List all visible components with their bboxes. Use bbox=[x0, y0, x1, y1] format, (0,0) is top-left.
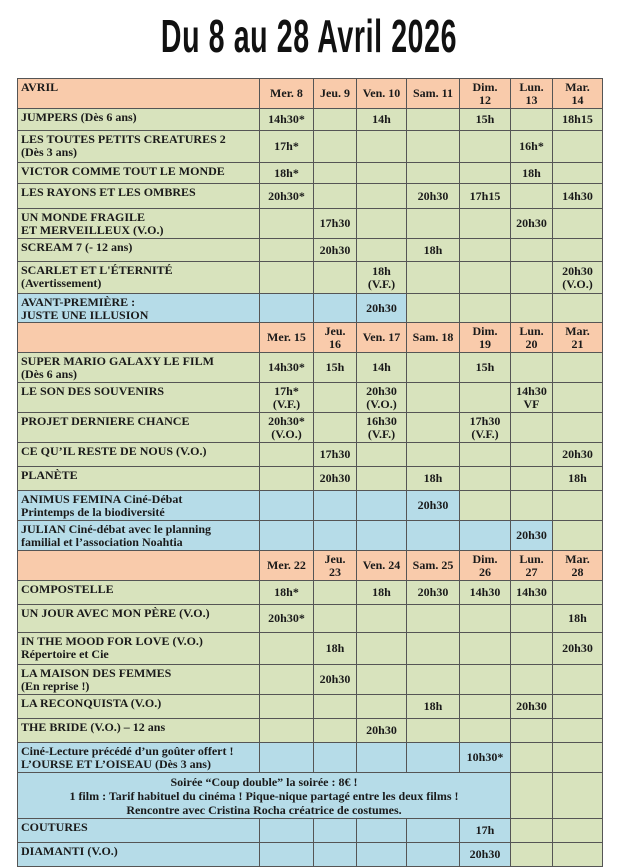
empty-cell bbox=[357, 443, 407, 467]
empty-cell bbox=[407, 521, 460, 551]
empty-cell bbox=[553, 131, 603, 163]
showtime: 18h bbox=[314, 633, 357, 665]
film-title: AVANT-PREMIÈRE : JUSTE UNE ILLUSION bbox=[18, 294, 260, 323]
film-title: LES RAYONS ET LES OMBRES bbox=[18, 184, 260, 209]
showtime: 20h30 bbox=[511, 209, 553, 239]
showtime: 17h30 (V.F.) bbox=[460, 413, 511, 443]
empty-cell bbox=[357, 633, 407, 665]
showtime: 14h30 bbox=[511, 581, 553, 605]
empty-cell bbox=[314, 695, 357, 719]
empty-cell bbox=[260, 665, 314, 695]
showtime: 14h30* bbox=[260, 353, 314, 383]
day-header: Dim. 19 bbox=[460, 323, 511, 353]
film-row bbox=[18, 719, 603, 743]
day-header: Mar. 28 bbox=[553, 551, 603, 581]
empty-cell bbox=[553, 353, 603, 383]
showtime: 20h30 bbox=[357, 294, 407, 323]
film-row bbox=[18, 695, 603, 719]
empty-cell bbox=[460, 467, 511, 491]
empty-cell bbox=[460, 633, 511, 665]
day-header: Mer. 22 bbox=[260, 551, 314, 581]
day-header: Ven. 17 bbox=[357, 323, 407, 353]
empty-cell bbox=[314, 294, 357, 323]
event-note-line: Soirée “Coup double” la soirée : 8€ ! bbox=[170, 774, 358, 789]
showtime: 17h* bbox=[260, 131, 314, 163]
empty-cell bbox=[553, 743, 603, 773]
film-row bbox=[18, 353, 603, 383]
empty-cell bbox=[407, 743, 460, 773]
showtime: 16h30 (V.F.) bbox=[357, 413, 407, 443]
empty-cell bbox=[357, 843, 407, 867]
event-note-line: Rencontre avec Cristina Rocha créatrice de costumes. bbox=[126, 802, 402, 817]
empty-cell bbox=[460, 491, 511, 521]
empty-cell bbox=[460, 163, 511, 184]
empty-cell bbox=[357, 209, 407, 239]
film-row bbox=[18, 819, 603, 843]
showtime: 20h30 bbox=[357, 719, 407, 743]
empty-cell bbox=[314, 163, 357, 184]
showtime: 16h* bbox=[511, 131, 553, 163]
empty-cell bbox=[357, 491, 407, 521]
empty-cell bbox=[357, 695, 407, 719]
empty-cell bbox=[260, 467, 314, 491]
showtime: 20h30 bbox=[511, 695, 553, 719]
empty-cell bbox=[260, 695, 314, 719]
showtime: 20h30 bbox=[511, 521, 553, 551]
showtime: 14h30 bbox=[460, 581, 511, 605]
empty-cell bbox=[407, 209, 460, 239]
film-row bbox=[18, 843, 603, 867]
empty-cell bbox=[314, 262, 357, 294]
empty-cell bbox=[511, 109, 553, 131]
empty-cell bbox=[460, 131, 511, 163]
empty-cell bbox=[260, 443, 314, 467]
day-header: Mar. 21 bbox=[553, 323, 603, 353]
film-title: SCREAM 7 (- 12 ans) bbox=[18, 239, 260, 262]
empty-cell bbox=[407, 665, 460, 695]
film-title: JULIAN Ciné-débat avec le planning familial et l’association Noahtia bbox=[18, 521, 260, 551]
empty-cell bbox=[511, 773, 553, 819]
empty-cell bbox=[260, 294, 314, 323]
empty-cell bbox=[511, 239, 553, 262]
day-header: Lun. 27 bbox=[511, 551, 553, 581]
empty-cell bbox=[511, 353, 553, 383]
film-title: LA MAISON DES FEMMES (En reprise !) bbox=[18, 665, 260, 695]
empty-cell bbox=[460, 383, 511, 413]
day-header: Mar. 14 bbox=[553, 79, 603, 109]
showtime: 18h* bbox=[260, 163, 314, 184]
empty-cell bbox=[314, 109, 357, 131]
film-row bbox=[18, 262, 603, 294]
showtime: 10h30* bbox=[460, 743, 511, 773]
film-title: UN JOUR AVEC MON PÈRE (V.O.) bbox=[18, 605, 260, 633]
empty-cell bbox=[407, 443, 460, 467]
day-header: Ven. 24 bbox=[357, 551, 407, 581]
empty-cell bbox=[553, 521, 603, 551]
empty-cell bbox=[407, 131, 460, 163]
film-title: SUPER MARIO GALAXY LE FILM (Dès 6 ans) bbox=[18, 353, 260, 383]
empty-cell bbox=[511, 719, 553, 743]
showtime: 15h bbox=[314, 353, 357, 383]
week-header-row bbox=[18, 323, 603, 353]
empty-cell bbox=[553, 383, 603, 413]
empty-cell bbox=[314, 743, 357, 773]
empty-cell bbox=[314, 491, 357, 521]
empty-cell bbox=[357, 743, 407, 773]
film-title: IN THE MOOD FOR LOVE (V.O.) Répertoire et Cie bbox=[18, 633, 260, 665]
empty-cell bbox=[407, 294, 460, 323]
empty-cell bbox=[407, 819, 460, 843]
empty-cell bbox=[553, 843, 603, 867]
showtime: 20h30 (V.O.) bbox=[357, 383, 407, 413]
film-row bbox=[18, 605, 603, 633]
film-title: DIAMANTI (V.O.) bbox=[18, 843, 260, 867]
week-header-row bbox=[18, 551, 603, 581]
film-title: JUMPERS (Dès 6 ans) bbox=[18, 109, 260, 131]
empty-cell bbox=[314, 581, 357, 605]
empty-cell bbox=[407, 262, 460, 294]
schedule-table bbox=[17, 78, 603, 867]
empty-cell bbox=[511, 443, 553, 467]
showtime: 18h (V.F.) bbox=[357, 262, 407, 294]
empty-cell bbox=[357, 665, 407, 695]
empty-cell bbox=[314, 819, 357, 843]
empty-cell bbox=[460, 443, 511, 467]
film-title: UN MONDE FRAGILE ET MERVEILLEUX (V.O.) bbox=[18, 209, 260, 239]
empty-cell bbox=[314, 131, 357, 163]
showtime: 17h30 bbox=[314, 443, 357, 467]
film-row bbox=[18, 443, 603, 467]
empty-cell bbox=[314, 843, 357, 867]
week-header-row bbox=[18, 79, 603, 109]
film-title: THE BRIDE (V.O.) – 12 ans bbox=[18, 719, 260, 743]
empty-cell bbox=[511, 491, 553, 521]
empty-cell bbox=[407, 109, 460, 131]
showtime: 14h30 bbox=[553, 184, 603, 209]
showtime: 20h30* bbox=[260, 605, 314, 633]
film-title: SCARLET ET L'ÉTERNITÉ (Avertissement) bbox=[18, 262, 260, 294]
showtime: 17h30 bbox=[314, 209, 357, 239]
empty-cell bbox=[260, 819, 314, 843]
day-header: Jeu. 23 bbox=[314, 551, 357, 581]
showtime: 20h30 bbox=[407, 491, 460, 521]
showtime: 20h30 bbox=[407, 581, 460, 605]
film-row bbox=[18, 239, 603, 262]
empty-cell bbox=[460, 262, 511, 294]
empty-cell bbox=[511, 184, 553, 209]
empty-cell bbox=[553, 163, 603, 184]
empty-cell bbox=[460, 605, 511, 633]
film-title: CE QU’IL RESTE DE NOUS (V.O.) bbox=[18, 443, 260, 467]
film-title: LA RECONQUISTA (V.O.) bbox=[18, 695, 260, 719]
film-row bbox=[18, 163, 603, 184]
film-title: COUTURES bbox=[18, 819, 260, 843]
empty-cell bbox=[314, 383, 357, 413]
showtime: 18h bbox=[553, 467, 603, 491]
film-row bbox=[18, 184, 603, 209]
showtime: 18h bbox=[407, 239, 460, 262]
empty-cell bbox=[314, 605, 357, 633]
empty-cell bbox=[314, 184, 357, 209]
empty-cell bbox=[511, 467, 553, 491]
empty-cell bbox=[511, 633, 553, 665]
film-title: COMPOSTELLE bbox=[18, 581, 260, 605]
page-title: Du 8 au 28 Avril 2026 bbox=[160, 10, 458, 62]
showtime: 20h30 bbox=[314, 665, 357, 695]
empty-cell bbox=[260, 262, 314, 294]
empty-cell bbox=[511, 294, 553, 323]
film-title: ANIMUS FEMINA Ciné-Débat Printemps de la biodiversité bbox=[18, 491, 260, 521]
empty-cell bbox=[553, 695, 603, 719]
showtime: 17h* (V.F.) bbox=[260, 383, 314, 413]
empty-cell bbox=[260, 491, 314, 521]
day-header: Mer. 8 bbox=[260, 79, 314, 109]
empty-cell bbox=[460, 695, 511, 719]
showtime: 20h30* bbox=[260, 184, 314, 209]
film-title: VICTOR COMME TOUT LE MONDE bbox=[18, 163, 260, 184]
empty-cell bbox=[407, 383, 460, 413]
showtime: 20h30 bbox=[553, 633, 603, 665]
empty-cell bbox=[407, 719, 460, 743]
film-row bbox=[18, 383, 603, 413]
day-header: Dim. 26 bbox=[460, 551, 511, 581]
empty-cell bbox=[460, 719, 511, 743]
empty-cell bbox=[357, 521, 407, 551]
empty-cell bbox=[511, 262, 553, 294]
showtime: 17h bbox=[460, 819, 511, 843]
empty-cell bbox=[553, 719, 603, 743]
empty-cell bbox=[314, 413, 357, 443]
empty-cell bbox=[553, 665, 603, 695]
showtime: 18h bbox=[407, 695, 460, 719]
empty-cell bbox=[357, 131, 407, 163]
film-title: LE SON DES SOUVENIRS bbox=[18, 383, 260, 413]
film-row bbox=[18, 633, 603, 665]
empty-cell bbox=[314, 521, 357, 551]
day-header: Sam. 18 bbox=[407, 323, 460, 353]
day-header: Dim. 12 bbox=[460, 79, 511, 109]
film-row bbox=[18, 209, 603, 239]
showtime: 20h30 bbox=[407, 184, 460, 209]
showtime: 14h bbox=[357, 353, 407, 383]
showtime: 20h30 bbox=[553, 443, 603, 467]
empty-cell bbox=[460, 239, 511, 262]
empty-cell bbox=[357, 819, 407, 843]
empty-cell bbox=[314, 719, 357, 743]
empty-cell bbox=[511, 819, 553, 843]
film-title: PROJET DERNIERE CHANCE bbox=[18, 413, 260, 443]
empty-cell bbox=[553, 819, 603, 843]
film-row bbox=[18, 581, 603, 605]
showtime: 20h30 bbox=[460, 843, 511, 867]
empty-cell bbox=[260, 743, 314, 773]
empty-cell bbox=[260, 521, 314, 551]
empty-cell bbox=[260, 633, 314, 665]
empty-cell bbox=[407, 163, 460, 184]
day-header: Lun. 13 bbox=[511, 79, 553, 109]
day-header: Mer. 15 bbox=[260, 323, 314, 353]
empty-cell bbox=[460, 209, 511, 239]
empty-cell bbox=[553, 239, 603, 262]
film-row bbox=[18, 294, 603, 323]
film-row bbox=[18, 491, 603, 521]
month-label: AVRIL bbox=[18, 79, 260, 109]
film-row bbox=[18, 413, 603, 443]
empty-cell bbox=[357, 184, 407, 209]
film-row bbox=[18, 521, 603, 551]
empty-cell bbox=[460, 521, 511, 551]
empty-cell bbox=[407, 413, 460, 443]
event-note-line: 1 film : Tarif habituel du cinéma ! Pique-nique partagé entre les deux films ! bbox=[69, 788, 459, 803]
empty-cell bbox=[357, 605, 407, 633]
showtime: 18h bbox=[553, 605, 603, 633]
showtime: 14h bbox=[357, 109, 407, 131]
empty-cell bbox=[511, 843, 553, 867]
showtime: 18h bbox=[511, 163, 553, 184]
day-header: Sam. 11 bbox=[407, 79, 460, 109]
film-row bbox=[18, 467, 603, 491]
empty-cell bbox=[553, 209, 603, 239]
event-note bbox=[18, 773, 511, 819]
film-row bbox=[18, 109, 603, 131]
showtime: 15h bbox=[460, 109, 511, 131]
day-header: Jeu. 9 bbox=[314, 79, 357, 109]
day-header: Ven. 10 bbox=[357, 79, 407, 109]
empty-cell bbox=[511, 605, 553, 633]
day-header: Lun. 20 bbox=[511, 323, 553, 353]
showtime: 20h30 bbox=[314, 239, 357, 262]
empty-cell bbox=[260, 719, 314, 743]
film-row bbox=[18, 665, 603, 695]
showtime: 18h bbox=[357, 581, 407, 605]
empty-cell bbox=[260, 843, 314, 867]
event-note-row bbox=[18, 773, 603, 819]
film-row bbox=[18, 743, 603, 773]
empty-cell bbox=[407, 605, 460, 633]
empty-cell bbox=[407, 353, 460, 383]
empty-cell bbox=[553, 773, 603, 819]
empty-cell bbox=[260, 209, 314, 239]
film-row bbox=[18, 131, 603, 163]
showtime: 18h* bbox=[260, 581, 314, 605]
empty-cell bbox=[553, 294, 603, 323]
empty-cell bbox=[553, 581, 603, 605]
showtime: 20h30 (V.O.) bbox=[553, 262, 603, 294]
showtime: 18h bbox=[407, 467, 460, 491]
month-label bbox=[18, 323, 260, 353]
empty-cell bbox=[460, 665, 511, 695]
empty-cell bbox=[357, 467, 407, 491]
empty-cell bbox=[553, 413, 603, 443]
film-title: PLANÈTE bbox=[18, 467, 260, 491]
month-label bbox=[18, 551, 260, 581]
empty-cell bbox=[511, 665, 553, 695]
empty-cell bbox=[357, 239, 407, 262]
empty-cell bbox=[460, 294, 511, 323]
day-header: Jeu. 16 bbox=[314, 323, 357, 353]
showtime: 14h30* bbox=[260, 109, 314, 131]
empty-cell bbox=[407, 633, 460, 665]
empty-cell bbox=[553, 491, 603, 521]
day-header: Sam. 25 bbox=[407, 551, 460, 581]
showtime: 17h15 bbox=[460, 184, 511, 209]
empty-cell bbox=[511, 743, 553, 773]
empty-cell bbox=[357, 163, 407, 184]
film-title: Ciné-Lecture précédé d’un goûter offert ! L’OURSE ET L’OISEAU (Dès 3 ans) bbox=[18, 743, 260, 773]
film-title: LES TOUTES PETITS CREATURES 2 (Dès 3 ans) bbox=[18, 131, 260, 163]
showtime: 18h15 bbox=[553, 109, 603, 131]
showtime: 14h30 VF bbox=[511, 383, 553, 413]
empty-cell bbox=[511, 413, 553, 443]
empty-cell bbox=[407, 843, 460, 867]
showtime: 15h bbox=[460, 353, 511, 383]
empty-cell bbox=[260, 239, 314, 262]
showtime: 20h30* (V.O.) bbox=[260, 413, 314, 443]
showtime: 20h30 bbox=[314, 467, 357, 491]
